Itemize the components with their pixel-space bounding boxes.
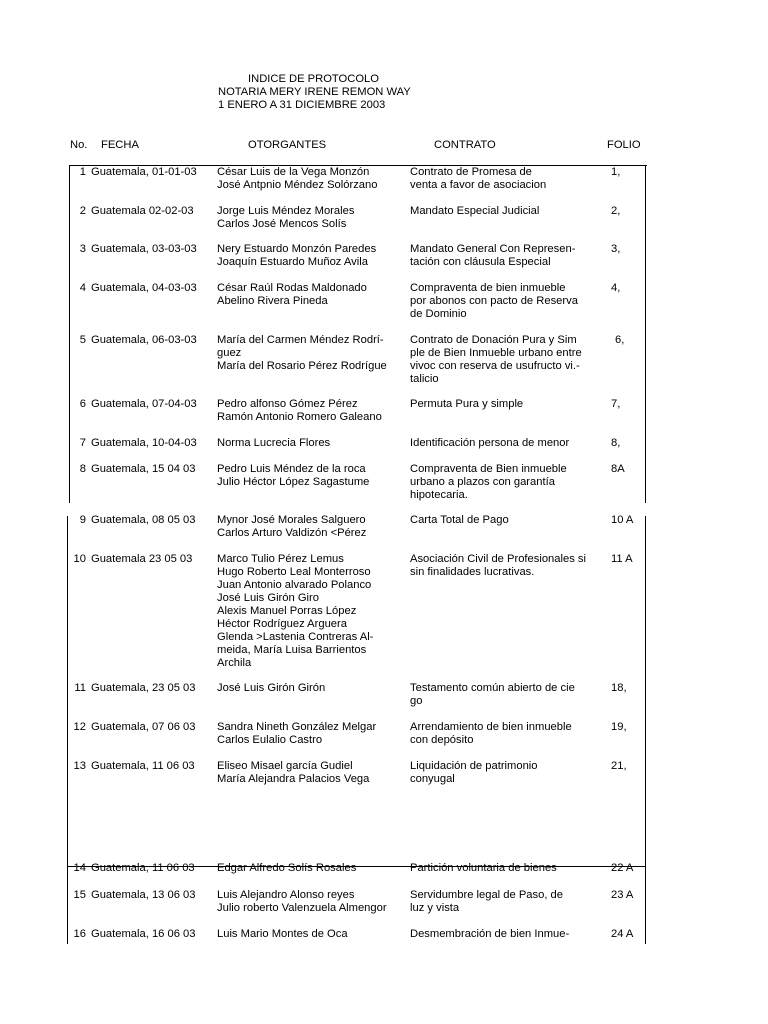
otorgante-name: Juan Antonio alvarado Polanco [217, 579, 372, 591]
otorgante-name: Sandra Nineth González Melgar [217, 721, 377, 733]
otorgante-name: Carlos José Mencos Solís [217, 218, 347, 230]
row-contrato [410, 514, 608, 527]
contrato-text: go [410, 695, 423, 707]
row-fecha: Guatemala, 15 04 03 [91, 463, 196, 475]
row-number: 3 [79, 243, 86, 255]
document-title: INDICE DE PROTOCOLO [248, 73, 379, 85]
table-right-border-upper [645, 165, 646, 503]
contrato-text: Contrato de Promesa de [410, 166, 532, 178]
otorgante-name: Eliseo Misael garcía Gudiel [217, 760, 353, 772]
otorgante-name: Abelino Rivera Pineda [217, 295, 328, 307]
contrato-text: vivoc con reserva de usufructo vi.- [410, 360, 580, 372]
row-contrato [410, 721, 608, 747]
contrato-text: Servidumbre legal de Paso, de [410, 889, 563, 901]
row-otorgantes [217, 205, 412, 231]
row-number: 8 [79, 463, 86, 475]
row-number: 15 [73, 889, 86, 901]
otorgante-name: Carlos Arturo Valdizón <Pérez [217, 527, 367, 539]
row-otorgantes [217, 889, 412, 915]
row-number: 7 [79, 437, 86, 449]
row-folio: 8A [611, 463, 625, 475]
row-fecha: Guatemala 02-02-03 [91, 205, 194, 217]
row-fecha: Guatemala, 03-03-03 [91, 243, 197, 255]
otorgante-name: Pedro alfonso Gómez Pérez [217, 398, 358, 410]
row-otorgantes [217, 862, 412, 875]
otorgante-name: Archila [217, 657, 252, 669]
row-number: 10 [73, 553, 86, 565]
row-folio: 21, [611, 760, 627, 772]
row-fecha: Guatemala, 06-03-03 [91, 334, 197, 346]
row-folio: 2, [611, 205, 621, 217]
row-otorgantes [217, 243, 412, 269]
contrato-text: Compraventa de Bien inmueble [410, 463, 567, 475]
column-header-contrato: CONTRATO [434, 139, 496, 151]
contrato-text: Mandato General Con Represen- [410, 243, 576, 255]
otorgante-name: María Alejandra Palacios Vega [217, 773, 370, 785]
contrato-text: hipotecaria. [410, 489, 468, 501]
otorgante-name: Jorge Luis Méndez Morales [217, 205, 355, 217]
row-otorgantes [217, 398, 412, 424]
row-otorgantes [217, 760, 412, 786]
contrato-text: por abonos con pacto de Reserva [410, 295, 578, 307]
otorgante-name: Alexis Manuel Porras López [217, 605, 357, 617]
row-fecha: Guatemala, 01-01-03 [91, 166, 197, 178]
table-right-border-lower [645, 516, 646, 944]
row-contrato [410, 463, 608, 502]
otorgante-name: Marco Tulio Pérez Lemus [217, 553, 344, 565]
contrato-text: Identificación persona de menor [410, 437, 570, 449]
contrato-text: Liquidación de patrimonio [410, 760, 538, 772]
otorgante-name: Hugo Roberto Leal Monterroso [217, 566, 371, 578]
row-folio: 1, [611, 166, 621, 178]
row-otorgantes [217, 928, 412, 941]
row-contrato [410, 334, 608, 386]
notary-name: NOTARIA MERY IRENE REMON WAY [218, 86, 411, 98]
column-header-no: No. [70, 139, 88, 151]
row-number: 5 [79, 334, 86, 346]
row-fecha: Guatemala, 10-04-03 [91, 437, 197, 449]
row-contrato [410, 243, 608, 269]
otorgante-name: César Luis de la Vega Monzón [217, 166, 370, 178]
otorgante-name: Carlos Eulalio Castro [217, 734, 323, 746]
otorgante-name: Ramón Antonio Romero Galeano [217, 411, 382, 423]
contrato-text: de Dominio [410, 308, 467, 320]
row-number: 12 [73, 721, 86, 733]
contrato-text: luz y vista [410, 902, 460, 914]
row-contrato [410, 682, 608, 708]
row-otorgantes [217, 463, 412, 489]
row-fecha: Guatemala, 11 06 03 [91, 862, 195, 874]
row-number: 14 [73, 862, 86, 874]
contrato-text: Asociación Civil de Profesionales si [410, 553, 586, 565]
row-folio: 24 A [611, 928, 634, 940]
otorgante-name: Edgar Alfredo Solís Rosales [217, 862, 357, 874]
row-fecha: Guatemala, 07-04-03 [91, 398, 197, 410]
otorgante-name: María del Carmen Méndez Rodrí- [217, 334, 384, 346]
otorgante-name: Julio Héctor López Sagastume [217, 476, 370, 488]
contrato-text: Carta Total de Pago [410, 514, 509, 526]
otorgante-name: Luis Mario Montes de Oca [217, 928, 348, 940]
otorgante-name: Pedro Luis Méndez de la roca [217, 463, 366, 475]
otorgante-name: Joaquín Estuardo Muñoz Avila [217, 256, 368, 268]
row-contrato [410, 862, 608, 875]
contrato-text: urbano a plazos con garantía [410, 476, 555, 488]
row-number: 11 [74, 682, 86, 694]
otorgante-name: Julio roberto Valenzuela Almengor [217, 902, 387, 914]
row-folio: 6, [615, 334, 625, 346]
contrato-text: venta a favor de asociacion [410, 179, 547, 191]
contrato-text: Permuta Pura y simple [410, 398, 524, 410]
row-otorgantes [217, 682, 412, 695]
row-folio: 18, [611, 682, 627, 694]
row-folio: 8, [611, 437, 621, 449]
otorgante-name: Mynor José Morales Salguero [217, 514, 366, 526]
row-folio: 19, [611, 721, 627, 733]
otorgante-name: José Antpnio Méndez Solórzano [217, 179, 378, 191]
column-header-otorgantes: OTORGANTES [248, 139, 327, 151]
otorgante-name: guez [217, 347, 242, 359]
contrato-text: Testamento común abierto de cie [410, 682, 575, 694]
row-contrato [410, 553, 608, 579]
otorgante-name: José Luis Girón Giro [217, 592, 319, 604]
row-contrato [410, 398, 608, 411]
row-folio: 22 A [611, 862, 634, 874]
otorgante-name: María del Rosario Pérez Rodrígue [217, 360, 387, 372]
row-number: 6 [79, 398, 86, 410]
row-fecha: Guatemala, 07 06 03 [91, 721, 196, 733]
row-fecha: Guatemala, 04-03-03 [91, 282, 197, 294]
row-contrato [410, 205, 608, 218]
row-folio: 10 A [611, 514, 634, 526]
row-contrato [410, 437, 608, 450]
row-number: 13 [73, 760, 86, 772]
row-fecha: Guatemala, 11 06 03 [91, 760, 195, 772]
contrato-text: conyugal [410, 773, 455, 785]
row-number: 1 [79, 166, 86, 178]
contrato-text: Mandato Especial Judicial [410, 205, 540, 217]
contrato-text: Arrendamiento de bien inmueble [410, 721, 572, 733]
contrato-text: con depósito [410, 734, 474, 746]
row-otorgantes [217, 553, 412, 670]
row-fecha: Guatemala, 08 05 03 [91, 514, 196, 526]
row-otorgantes [217, 334, 412, 373]
row-folio: 4, [611, 282, 621, 294]
row-number: 2 [79, 205, 86, 217]
contrato-text: Contrato de Donación Pura y Sim [410, 334, 577, 346]
row-number: 16 [73, 928, 86, 940]
row-number: 4 [79, 282, 86, 294]
contrato-text: Compraventa de bien inmueble [410, 282, 566, 294]
otorgante-name: José Luis Girón Girón [217, 682, 326, 694]
row-folio: 3, [611, 243, 621, 255]
row-folio: 11 A [611, 553, 633, 565]
contrato-text: tación con cláusula Especial [410, 256, 551, 268]
column-header-fecha: FECHA [101, 139, 139, 151]
row-contrato [410, 282, 608, 321]
row-otorgantes [217, 166, 412, 192]
contrato-text: Desmembración de bien Inmue- [410, 928, 570, 940]
contrato-text: ple de Bien Inmueble urbano entre [410, 347, 582, 359]
row-folio: 7, [611, 398, 621, 410]
contrato-text: sin finalidades lucrativas. [410, 566, 535, 578]
row-contrato [410, 889, 608, 915]
row-folio: 23 A [611, 889, 634, 901]
otorgante-name: Nery Estuardo Monzón Paredes [217, 243, 377, 255]
row-fecha: Guatemala, 13 06 03 [91, 889, 196, 901]
otorgante-name: Luis Alejandro Alonso reyes [217, 889, 355, 901]
otorgante-name: César Raúl Rodas Maldonado [217, 282, 367, 294]
otorgante-name: Norma Lucrecia Flores [217, 437, 331, 449]
row-otorgantes [217, 437, 412, 450]
contrato-text: Partición voluntaria de bienes [410, 862, 557, 874]
row-otorgantes [217, 282, 412, 308]
row-fecha: Guatemala, 16 06 03 [91, 928, 196, 940]
row-otorgantes [217, 721, 412, 747]
row-contrato [410, 760, 608, 786]
row-otorgantes [217, 514, 412, 540]
row-contrato [410, 166, 608, 192]
row-number: 9 [79, 514, 86, 526]
row-fecha: Guatemala, 23 05 03 [91, 682, 196, 694]
row-fecha: Guatemala 23 05 03 [91, 553, 193, 565]
date-range: 1 ENERO A 31 DICIEMBRE 2003 [218, 99, 386, 111]
row-contrato [410, 928, 608, 941]
otorgante-name: Héctor Rodríguez Arguera [217, 618, 347, 630]
contrato-text: talicio [410, 373, 439, 385]
otorgante-name: Glenda >Lastenia Contreras Al- [217, 631, 374, 643]
column-header-folio: FOLIO [607, 139, 641, 151]
otorgante-name: meida, María Luisa Barrientos [217, 644, 367, 656]
